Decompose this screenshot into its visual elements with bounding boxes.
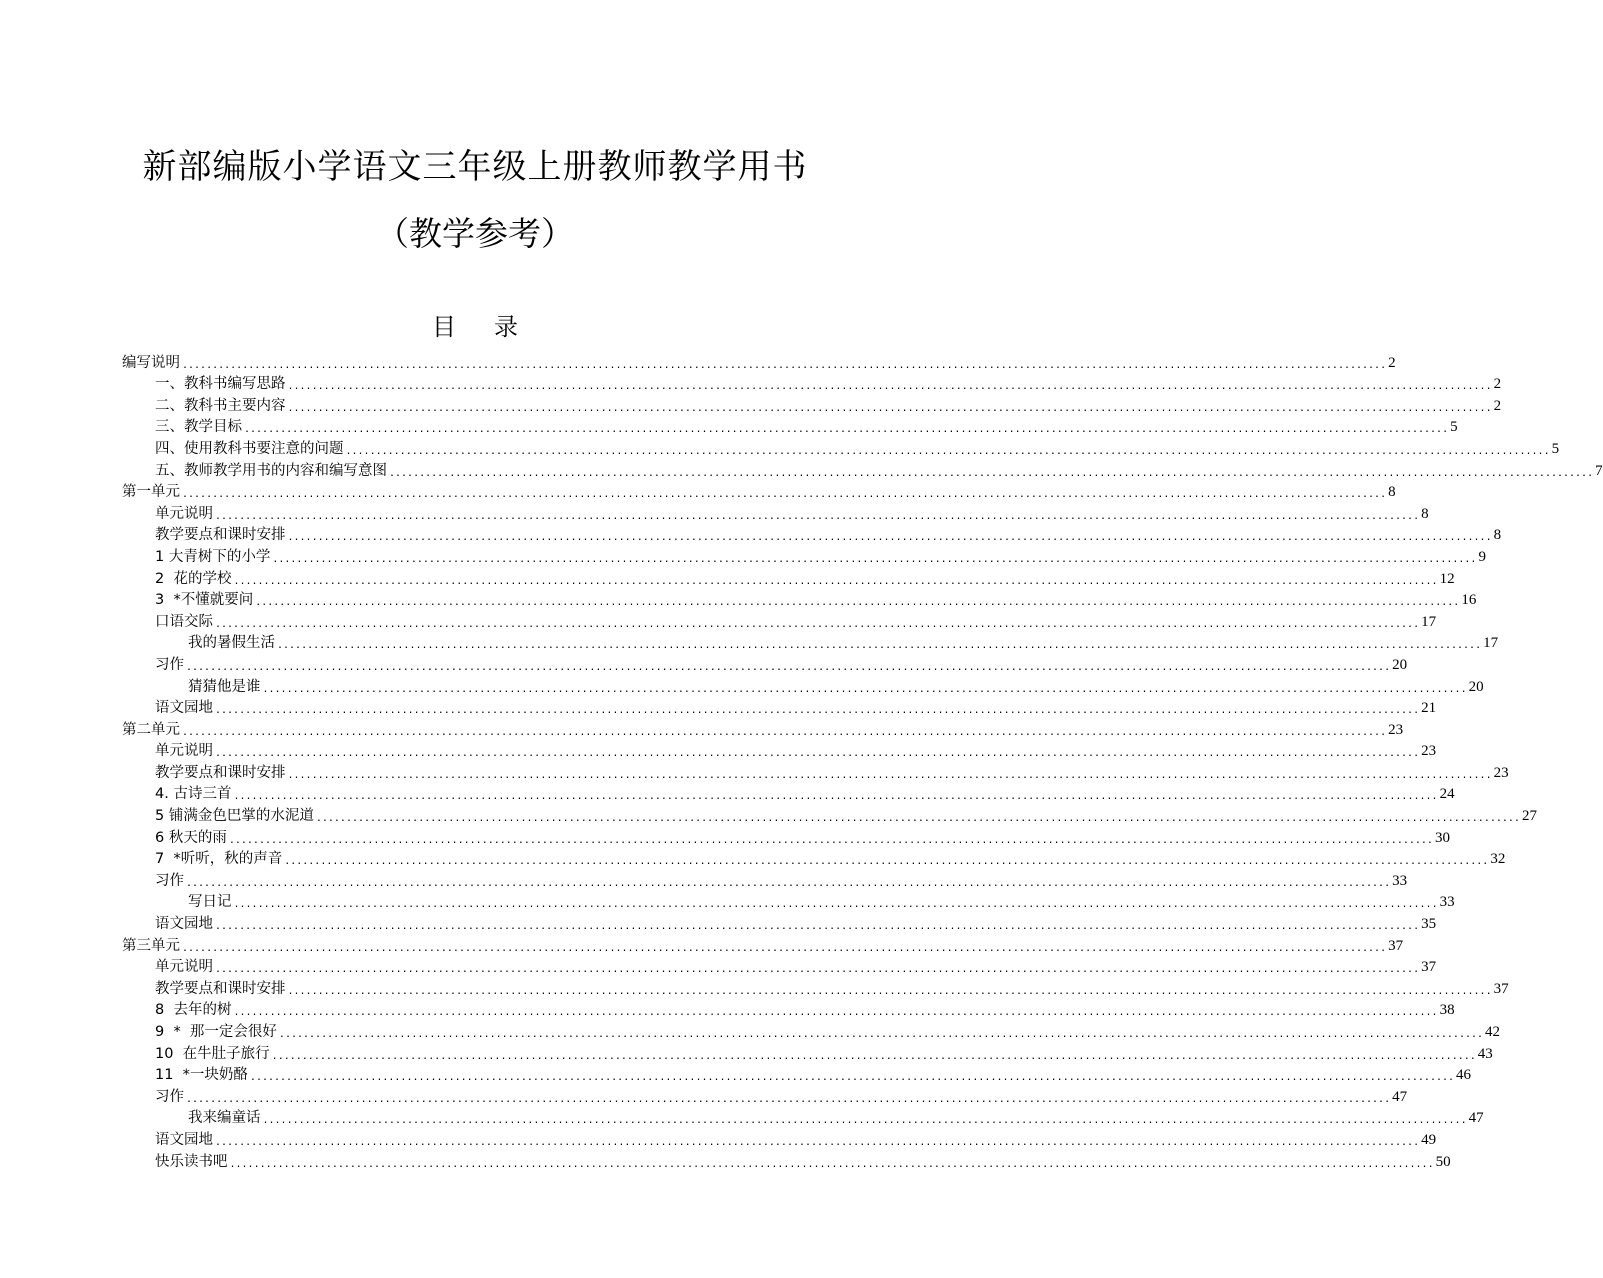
- toc-entry-label: 7 *听听，秋的声音: [155, 851, 283, 868]
- toc-entry-label: 6 秋天的雨: [155, 829, 227, 846]
- toc-entry-label: 习作: [155, 1088, 184, 1105]
- toc-entry-page: 49: [1421, 1131, 1437, 1148]
- toc-entry[interactable]: [122, 588, 1477, 610]
- toc-entry-page: 23: [1421, 743, 1437, 760]
- toc-entry-page: 37: [1421, 959, 1437, 976]
- toc-entry[interactable]: [122, 544, 1486, 566]
- toc-leader-dots: ........................................................................................................................................................................................................: [229, 1158, 1434, 1170]
- toc-entry[interactable]: [122, 1127, 1437, 1149]
- toc-entry-label: 8 去年的树: [155, 1002, 232, 1019]
- toc-entry-label: 语文园地: [155, 916, 213, 933]
- toc-entry-label: 第一单元: [122, 484, 180, 501]
- toc-entry-label: 编写说明: [122, 354, 180, 371]
- toc-entry[interactable]: [122, 1149, 1451, 1171]
- toc-entry-page: 17: [1483, 635, 1499, 652]
- toc-entry-label: 教学要点和课时安排: [155, 980, 286, 997]
- toc-leader-dots: ........................................................................................................................................................................................................: [182, 359, 1387, 371]
- toc-entry-label: 三、教学目标: [155, 419, 242, 436]
- toc-entry[interactable]: [122, 480, 1396, 502]
- toc-entry[interactable]: [122, 566, 1455, 588]
- toc-leader-dots: ........................................................................................................................................................................................................: [215, 921, 1420, 933]
- toc-leader-dots: ........................................................................................................................................................................................................: [182, 726, 1387, 738]
- toc-entry-label: 2 花的学校: [155, 570, 232, 587]
- toc-entry[interactable]: [122, 1041, 1493, 1063]
- toc-entry-page: 42: [1485, 1024, 1501, 1040]
- toc-leader-dots: ........................................................................................................................................................................................................: [271, 1050, 1476, 1062]
- document-subtitle: （教学参考）: [376, 214, 574, 253]
- toc-entry[interactable]: [122, 674, 1484, 696]
- toc-leader-dots: ........................................................................................................................................................................................................: [215, 748, 1420, 760]
- toc-entry-page: 33: [1439, 894, 1455, 911]
- toc-entry-label: 教学要点和课时安排: [155, 527, 286, 544]
- toc-entry-label: 教学要点和课时安排: [155, 764, 286, 781]
- toc-entry[interactable]: [122, 1063, 1472, 1085]
- toc-leader-dots: ........................................................................................................................................................................................................: [233, 575, 1438, 587]
- toc-entry-label: 习作: [155, 872, 184, 889]
- toc-entry-page: 21: [1421, 700, 1437, 717]
- toc-entry[interactable]: [122, 696, 1437, 718]
- toc-entry-page: 23: [1493, 764, 1509, 781]
- toc-leader-dots: ........................................................................................................................................................................................................: [345, 445, 1550, 457]
- toc-entry-page: 43: [1477, 1045, 1493, 1062]
- toc-entry-label: 写日记: [188, 894, 232, 911]
- toc-leader-dots: ........................................................................................................................................................................................................: [272, 553, 1477, 565]
- toc-entry-page: 24: [1439, 786, 1455, 803]
- toc-entry-page: 8: [1493, 527, 1502, 544]
- toc-leader-dots: ........................................................................................................................................................................................................: [233, 899, 1438, 911]
- toc-entry-label: 猜猜他是谁: [188, 678, 261, 695]
- toc-leader-dots: ........................................................................................................................................................................................................: [215, 618, 1420, 630]
- toc-entry[interactable]: [122, 847, 1506, 869]
- toc-leader-dots: ........................................................................................................................................................................................................: [255, 597, 1460, 609]
- toc-entry-page: 37: [1388, 937, 1404, 954]
- toc-entry-label: 9 * 那一定会很好: [155, 1024, 277, 1040]
- toc-leader-dots: ........................................................................................................................................................................................................: [287, 769, 1492, 781]
- toc-entry[interactable]: [122, 803, 1537, 825]
- toc-entry[interactable]: [122, 372, 1502, 394]
- toc-entry[interactable]: [122, 393, 1502, 415]
- toc-entry-label: 语文园地: [155, 700, 213, 717]
- toc-entry[interactable]: [122, 976, 1509, 998]
- toc-leader-dots: ........................................................................................................................................................................................................: [186, 877, 1391, 889]
- toc-entry-page: 5: [1450, 419, 1458, 436]
- toc-leader-dots: ........................................................................................................................................................................................................: [215, 510, 1420, 522]
- toc-entry[interactable]: [122, 782, 1455, 804]
- toc-leader-dots: ........................................................................................................................................................................................................: [277, 640, 1482, 652]
- toc-entry-label: 快乐读书吧: [155, 1153, 228, 1170]
- document-title: 新部编版小学语文三年级上册教师教学用书: [142, 146, 808, 187]
- toc-entry-page: 47: [1392, 1088, 1408, 1105]
- toc-entry-label: 我来编童话: [188, 1110, 261, 1127]
- toc-entry[interactable]: [122, 739, 1437, 761]
- toc-entry-page: 20: [1468, 678, 1484, 695]
- toc-entry[interactable]: [122, 890, 1455, 912]
- toc-leader-dots: ........................................................................................................................................................................................................: [262, 1115, 1467, 1127]
- toc-entry[interactable]: [122, 1106, 1484, 1128]
- toc-entry[interactable]: [122, 825, 1450, 847]
- toc-leader-dots: ........................................................................................................................................................................................................: [287, 402, 1492, 414]
- toc-entry[interactable]: [122, 1084, 1408, 1106]
- toc-entry-label: 语文园地: [155, 1131, 213, 1148]
- toc-leader-dots: ........................................................................................................................................................................................................: [284, 856, 1489, 868]
- toc-entry-label: 习作: [155, 656, 184, 673]
- toc-leader-dots: ........................................................................................................................................................................................................: [389, 467, 1594, 479]
- toc-entry[interactable]: [122, 955, 1437, 977]
- toc-entry-page: 50: [1435, 1153, 1451, 1170]
- toc-entry[interactable]: [122, 350, 1396, 372]
- toc-entry-page: 2: [1388, 354, 1396, 371]
- toc-entry[interactable]: [122, 652, 1408, 674]
- toc-entry-label: 第三单元: [122, 937, 180, 954]
- toc-leader-dots: ........................................................................................................................................................................................................: [215, 964, 1420, 976]
- toc-entry-label: 3 *不懂就要问: [155, 592, 254, 609]
- toc-entry-page: 7: [1595, 462, 1603, 479]
- toc-leader-dots: ........................................................................................................................................................................................................: [233, 1007, 1438, 1019]
- toc-leader-dots: ........................................................................................................................................................................................................: [233, 791, 1438, 803]
- toc-leader-dots: ........................................................................................................................................................................................................: [186, 1093, 1391, 1105]
- toc-entry-label: 5 铺满金色巴掌的水泥道: [155, 808, 314, 825]
- toc-entry-label: 单元说明: [155, 743, 213, 760]
- table-of-contents: [122, 350, 1603, 1171]
- toc-entry[interactable]: [122, 760, 1509, 782]
- toc-entry[interactable]: [122, 523, 1502, 545]
- toc-entry-page: 20: [1392, 656, 1408, 673]
- toc-entry-label: 单元说明: [155, 959, 213, 976]
- toc-entry-label: 一、教科书编写思路: [155, 376, 286, 393]
- toc-entry-page: 2: [1493, 376, 1502, 393]
- toc-entry[interactable]: [122, 868, 1408, 890]
- toc-entry-label: 口语交际: [155, 613, 213, 630]
- toc-entry-page: 38: [1439, 1002, 1455, 1019]
- toc-entry-page: 8: [1421, 505, 1429, 522]
- toc-entry[interactable]: [122, 609, 1437, 631]
- toc-entry-page: 37: [1493, 980, 1509, 997]
- toc-leader-dots: ........................................................................................................................................................................................................: [228, 834, 1433, 846]
- toc-entry[interactable]: [122, 911, 1437, 933]
- toc-entry-label: 10 在牛肚子旅行: [155, 1045, 270, 1062]
- toc-leader-dots: ........................................................................................................................................................................................................: [262, 683, 1467, 695]
- toc-leader-dots: ........................................................................................................................................................................................................: [287, 985, 1492, 997]
- toc-leader-dots: ........................................................................................................................................................................................................: [215, 1136, 1420, 1148]
- toc-entry-label: 1 大青树下的小学: [155, 548, 271, 565]
- toc-leader-dots: ........................................................................................................................................................................................................: [244, 424, 1449, 436]
- toc-leader-dots: ........................................................................................................................................................................................................: [287, 532, 1492, 544]
- toc-entry-page: 30: [1434, 829, 1450, 846]
- toc-entry-page: 27: [1521, 808, 1537, 825]
- toc-leader-dots: ........................................................................................................................................................................................................: [182, 942, 1387, 954]
- toc-entry[interactable]: [122, 436, 1560, 458]
- toc-entry-page: 32: [1490, 851, 1506, 868]
- toc-entry-label: 4. 古诗三首: [155, 786, 232, 803]
- toc-entry-label: 第二单元: [122, 721, 180, 738]
- toc-entry[interactable]: [122, 458, 1603, 480]
- toc-entry[interactable]: [122, 717, 1404, 739]
- toc-entry-page: 5: [1551, 440, 1560, 457]
- toc-entry[interactable]: [122, 631, 1499, 653]
- toc-leader-dots: ........................................................................................................................................................................................................: [287, 381, 1492, 393]
- toc-entry-page: 17: [1421, 613, 1437, 630]
- toc-entry-page: 23: [1388, 721, 1404, 738]
- toc-entry-label: 我的暑假生活: [188, 635, 275, 652]
- toc-entry-label: 11 *一块奶酪: [155, 1067, 248, 1084]
- toc-entry[interactable]: [122, 415, 1458, 437]
- toc-leader-dots: ........................................................................................................................................................................................................: [182, 489, 1387, 501]
- toc-leader-dots: ........................................................................................................................................................................................................: [315, 813, 1520, 825]
- toc-entry-page: 16: [1461, 592, 1477, 609]
- toc-entry-page: 8: [1388, 484, 1396, 501]
- toc-entry-page: 12: [1439, 570, 1455, 587]
- toc-leader-dots: ........................................................................................................................................................................................................: [186, 661, 1391, 673]
- toc-heading: 目录: [432, 313, 556, 341]
- toc-entry-label: 四、使用教科书要注意的问题: [155, 440, 344, 457]
- toc-leader-dots: ........................................................................................................................................................................................................: [215, 705, 1420, 717]
- toc-entry-page: 35: [1421, 916, 1437, 933]
- toc-entry[interactable]: [122, 501, 1429, 523]
- toc-leader-dots: ........................................................................................................................................................................................................: [249, 1072, 1455, 1084]
- toc-entry-page: 33: [1392, 872, 1408, 889]
- toc-entry-page: 2: [1493, 397, 1502, 414]
- toc-leader-dots: ........................................................................................................................................................................................................: [278, 1029, 1484, 1040]
- toc-entry-label: 二、教科书主要内容: [155, 397, 286, 414]
- toc-entry-page: 47: [1468, 1110, 1484, 1127]
- toc-entry[interactable]: [122, 998, 1455, 1020]
- toc-entry-label: 单元说明: [155, 505, 213, 522]
- toc-entry-page: 46: [1456, 1067, 1472, 1084]
- toc-entry-label: 五、教师教学用书的内容和编写意图: [155, 462, 387, 479]
- toc-entry[interactable]: [122, 1019, 1501, 1041]
- toc-entry-page: 9: [1478, 548, 1486, 565]
- toc-entry[interactable]: [122, 933, 1404, 955]
